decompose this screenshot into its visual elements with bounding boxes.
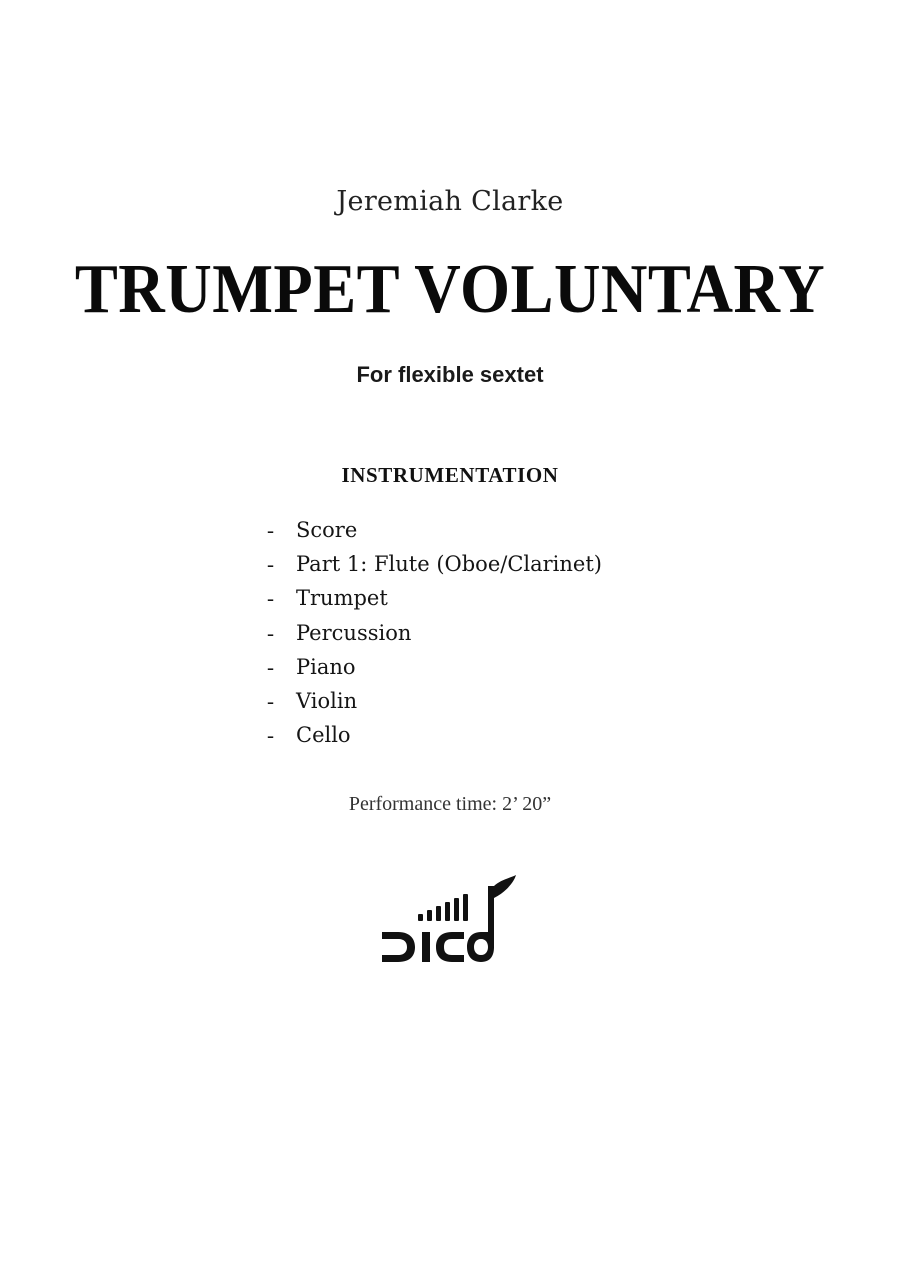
list-marker: -	[267, 552, 274, 577]
list-item-label: Part 1: Flute (Oboe/Clarinet)	[296, 552, 602, 577]
list-item-label: Cello	[296, 723, 351, 748]
list-item	[267, 515, 602, 549]
list-item	[267, 549, 602, 583]
list-item	[267, 583, 602, 617]
music-note-bars-logo-icon	[378, 872, 522, 968]
list-item-label: Score	[296, 518, 358, 542]
list-marker: -	[267, 620, 274, 645]
list-item	[267, 652, 602, 686]
list-item-label: Violin	[296, 688, 358, 713]
list-item	[267, 720, 602, 754]
list-item	[267, 618, 602, 652]
list-marker: -	[267, 518, 274, 542]
piece-title: TRUMPET VOLUNTARY	[74, 251, 826, 328]
list-item-label: Piano	[296, 654, 356, 679]
composer-name: Jeremiah Clarke	[336, 186, 564, 217]
list-item-label: Trumpet	[296, 586, 388, 611]
list-marker: -	[267, 654, 274, 679]
list-marker: -	[267, 586, 274, 611]
performance-time: Performance time: 2’ 20”	[348, 793, 552, 815]
instrumentation-list	[267, 515, 602, 754]
instrumentation-heading: INSTRUMENTATION	[341, 463, 559, 487]
list-item-label: Percussion	[296, 620, 412, 645]
list-marker: -	[267, 688, 274, 713]
list-marker: -	[267, 723, 274, 748]
piece-subtitle: For flexible sextet	[356, 362, 544, 387]
list-item	[267, 686, 602, 720]
